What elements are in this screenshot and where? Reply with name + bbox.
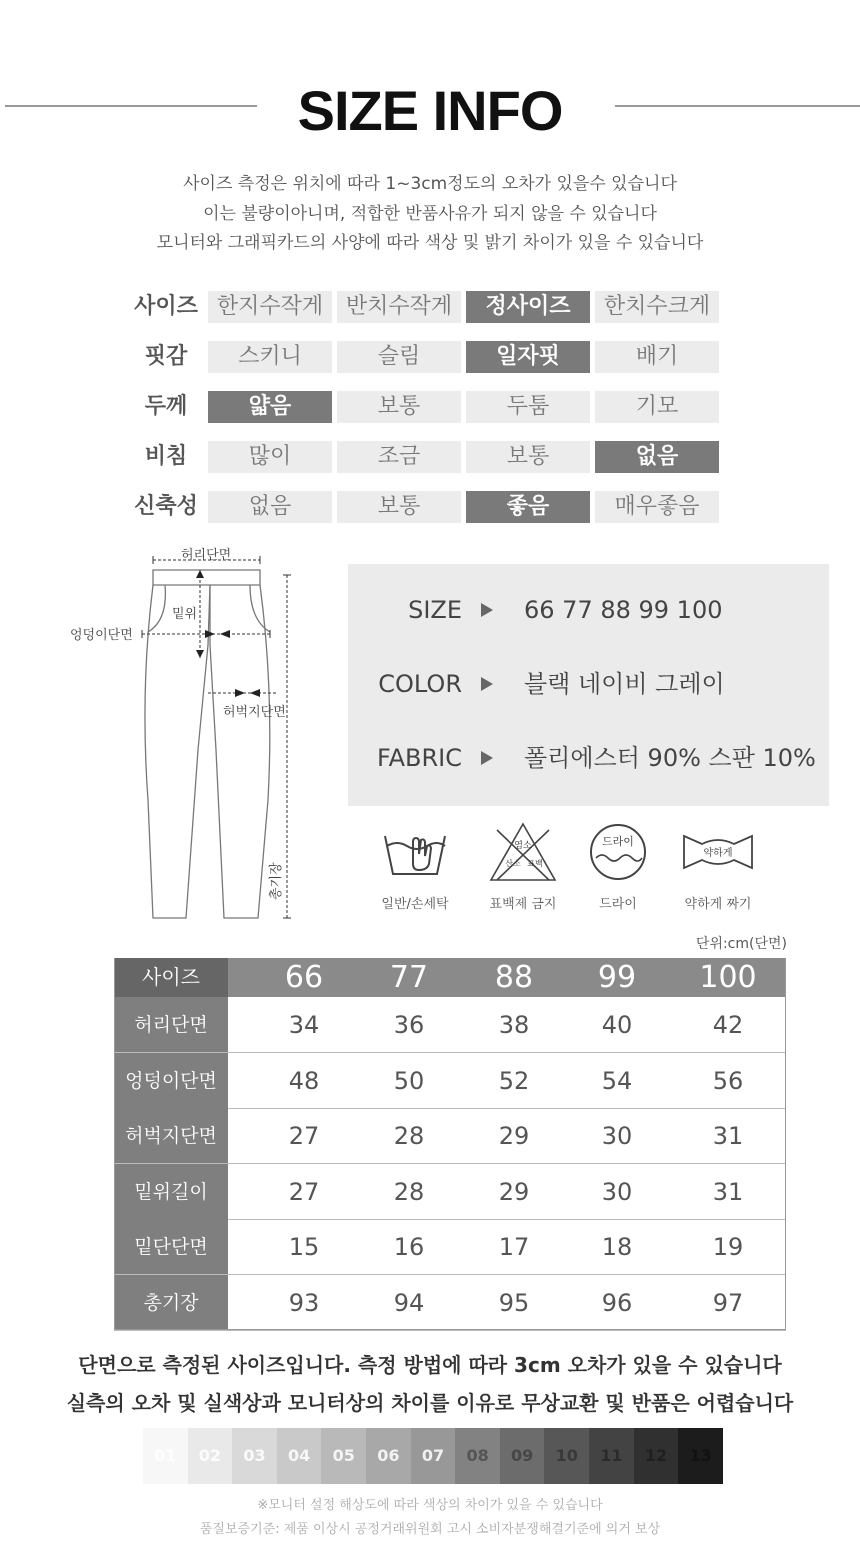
dry-clean-icon	[578, 820, 658, 884]
footer-line: 품질보증기준: 제품 이상시 공정거래위원회 고시 소비자분쟁해결기준에 의거 보상	[199, 1522, 661, 1537]
fit-option: 좋음	[466, 491, 590, 523]
table-cell: 28	[393, 1122, 425, 1151]
fit-row	[130, 441, 770, 473]
care-instructions	[370, 820, 790, 920]
fit-option: 스키니	[208, 341, 332, 373]
dry-clean-text: 드라이	[602, 835, 634, 848]
spec-value: 66 77 88 99 100	[524, 596, 723, 624]
color-swatch: 09	[500, 1428, 545, 1484]
table-cell: 29	[498, 1177, 530, 1206]
arrow-right-icon	[481, 603, 493, 617]
fit-option: 없음	[208, 491, 332, 523]
table-cell: 52	[498, 1066, 530, 1095]
bottom-notes	[0, 1346, 860, 1422]
table-cell: 27	[288, 1122, 320, 1151]
bottom-note-line: 실측의 오차 및 실색상과 모니터상의 차이를 이유로 무상교환 및 반품은 어렵습니다	[66, 1391, 794, 1415]
table-cell: 95	[498, 1289, 530, 1317]
pants-diagram	[60, 540, 320, 930]
unit-label: 단위:cm(단면)	[695, 936, 787, 952]
measurement-notes	[0, 170, 860, 259]
no-bleach-text-2: 산소	[505, 859, 521, 868]
table-cell: 56	[712, 1066, 744, 1095]
color-swatch: 08	[455, 1428, 500, 1484]
table-cell: 93	[288, 1289, 320, 1317]
fit-row	[130, 391, 770, 423]
footer	[0, 1494, 860, 1542]
fit-option: 한지수작게	[208, 291, 332, 323]
table-cell: 38	[498, 1011, 530, 1039]
spec-row	[348, 738, 829, 778]
title-divider-right	[615, 105, 860, 107]
fit-option: 보통	[337, 491, 461, 523]
row-label: 허리단면	[114, 997, 228, 1052]
table-cell: 42	[712, 1011, 744, 1039]
label-rise: 밑위	[172, 607, 198, 622]
care-item	[573, 820, 663, 920]
care-label: 드라이	[599, 897, 637, 912]
fit-option: 한치수크게	[595, 291, 719, 323]
color-swatch: 13	[678, 1428, 723, 1484]
spec-key: COLOR	[378, 670, 462, 698]
spec-key: SIZE	[408, 596, 462, 624]
gentle-wring-text: 약하게	[703, 848, 733, 859]
table-cell: 36	[393, 1011, 425, 1039]
table-cell: 94	[393, 1289, 425, 1317]
color-swatch-strip	[143, 1428, 723, 1484]
fit-row	[130, 291, 770, 323]
gentle-wring-icon	[678, 820, 758, 884]
fit-option: 기모	[595, 391, 719, 423]
size-column-header: 66	[284, 960, 324, 995]
fit-row-label: 비침	[144, 444, 188, 469]
care-label: 일반/손세탁	[381, 897, 449, 912]
table-cell: 15	[288, 1233, 320, 1262]
fit-row	[130, 491, 770, 523]
fit-option: 반치수작게	[337, 291, 461, 323]
table-cell: 96	[601, 1289, 633, 1317]
fit-option: 일자핏	[466, 341, 590, 373]
no-bleach-text-1: 염소	[514, 841, 532, 851]
label-length: 총기장	[269, 862, 284, 900]
table-cell: 31	[712, 1122, 744, 1151]
color-swatch: 06	[366, 1428, 411, 1484]
fit-row-label: 핏감	[144, 344, 188, 369]
color-swatch: 12	[634, 1428, 679, 1484]
care-item	[478, 820, 568, 920]
table-cell: 29	[498, 1122, 530, 1151]
fit-row	[130, 341, 770, 373]
color-swatch: 04	[277, 1428, 322, 1484]
fit-option: 매우좋음	[595, 491, 719, 523]
fit-row-label: 두께	[144, 394, 188, 419]
color-swatch: 01	[143, 1428, 188, 1484]
page-title: SIZE INFO	[297, 79, 563, 142]
size-column-header: 88	[494, 960, 534, 995]
table-cell: 18	[601, 1233, 633, 1262]
size-table-border	[114, 958, 786, 1330]
row-label: 허벅지단면	[114, 1108, 228, 1163]
fit-option: 두툼	[466, 391, 590, 423]
spec-value: 폴리에스터 90% 스판 10%	[524, 744, 816, 772]
table-cell: 27	[288, 1177, 320, 1206]
color-swatch: 03	[232, 1428, 277, 1484]
fit-option: 얇음	[208, 391, 332, 423]
fit-row-label: 사이즈	[134, 294, 198, 319]
note-line: 모니터와 그래픽카드의 사양에 따라 색상 및 밝기 차이가 있을 수 있습니다	[156, 233, 704, 253]
care-label: 약하게 짜기	[684, 897, 752, 912]
table-cell: 19	[712, 1233, 744, 1262]
size-column-header: 99	[597, 960, 637, 995]
table-cell: 17	[498, 1233, 530, 1262]
table-cell: 50	[393, 1066, 425, 1095]
hand-wash-icon	[375, 820, 455, 884]
note-line: 사이즈 측정은 위치에 따라 1~3cm정도의 오차가 있을수 있습니다	[183, 174, 677, 194]
table-cell: 30	[601, 1177, 633, 1206]
size-column-header: 100	[699, 960, 757, 995]
fit-option: 보통	[337, 391, 461, 423]
size-table-header-label: 사이즈	[114, 958, 228, 997]
color-swatch: 10	[544, 1428, 589, 1484]
label-thigh: 허벅지단면	[223, 705, 286, 720]
fit-option: 많이	[208, 441, 332, 473]
table-cell: 30	[601, 1122, 633, 1151]
table-cell: 16	[393, 1233, 425, 1262]
fit-option: 조금	[337, 441, 461, 473]
color-swatch: 11	[589, 1428, 634, 1484]
row-label: 총기장	[114, 1275, 228, 1330]
row-label: 밑단단면	[114, 1219, 228, 1274]
row-label: 엉덩이단면	[114, 1053, 228, 1108]
spec-row	[348, 664, 829, 704]
footer-line: ※모니터 설정 해상도에 따라 색상의 차이가 있을 수 있습니다	[257, 1498, 603, 1513]
arrow-right-icon	[481, 751, 493, 765]
fit-option: 배기	[595, 341, 719, 373]
spec-row	[348, 590, 829, 630]
title-row	[0, 78, 860, 144]
row-label: 밑위길이	[114, 1164, 228, 1219]
table-cell: 97	[712, 1289, 744, 1317]
arrow-right-icon	[481, 677, 493, 691]
spec-key: FABRIC	[377, 744, 462, 772]
table-cell: 54	[601, 1066, 633, 1095]
fit-option: 슬림	[337, 341, 461, 373]
fit-option: 보통	[466, 441, 590, 473]
note-line: 이는 불량이아니며, 적합한 반품사유가 되지 않을 수 있습니다	[203, 203, 657, 224]
fit-option: 정사이즈	[466, 291, 590, 323]
care-label: 표백제 금지	[489, 897, 557, 912]
care-item	[673, 820, 763, 920]
fit-row-label: 신축성	[134, 494, 198, 519]
label-waist: 허리단면	[181, 548, 232, 563]
table-cell: 31	[712, 1177, 744, 1206]
size-column-header: 77	[389, 960, 429, 995]
color-swatch: 05	[321, 1428, 366, 1484]
table-cell: 28	[393, 1177, 425, 1206]
table-cell: 34	[288, 1011, 320, 1039]
no-bleach-icon	[483, 820, 563, 884]
fit-option: 없음	[595, 441, 719, 473]
table-cell: 48	[288, 1066, 320, 1095]
care-item	[370, 820, 460, 920]
bottom-note-line: 단면으로 측정된 사이즈입니다. 측정 방법에 따라 3cm 오차가 있을 수 있습니다	[78, 1353, 782, 1377]
product-spec-box	[348, 564, 829, 806]
color-swatch: 02	[188, 1428, 233, 1484]
color-swatch: 07	[411, 1428, 456, 1484]
spec-value: 블랙 네이비 그레이	[524, 670, 725, 698]
no-bleach-text-3: 표백	[527, 859, 543, 868]
label-hip: 엉덩이단면	[70, 628, 133, 643]
table-cell: 40	[601, 1011, 633, 1039]
